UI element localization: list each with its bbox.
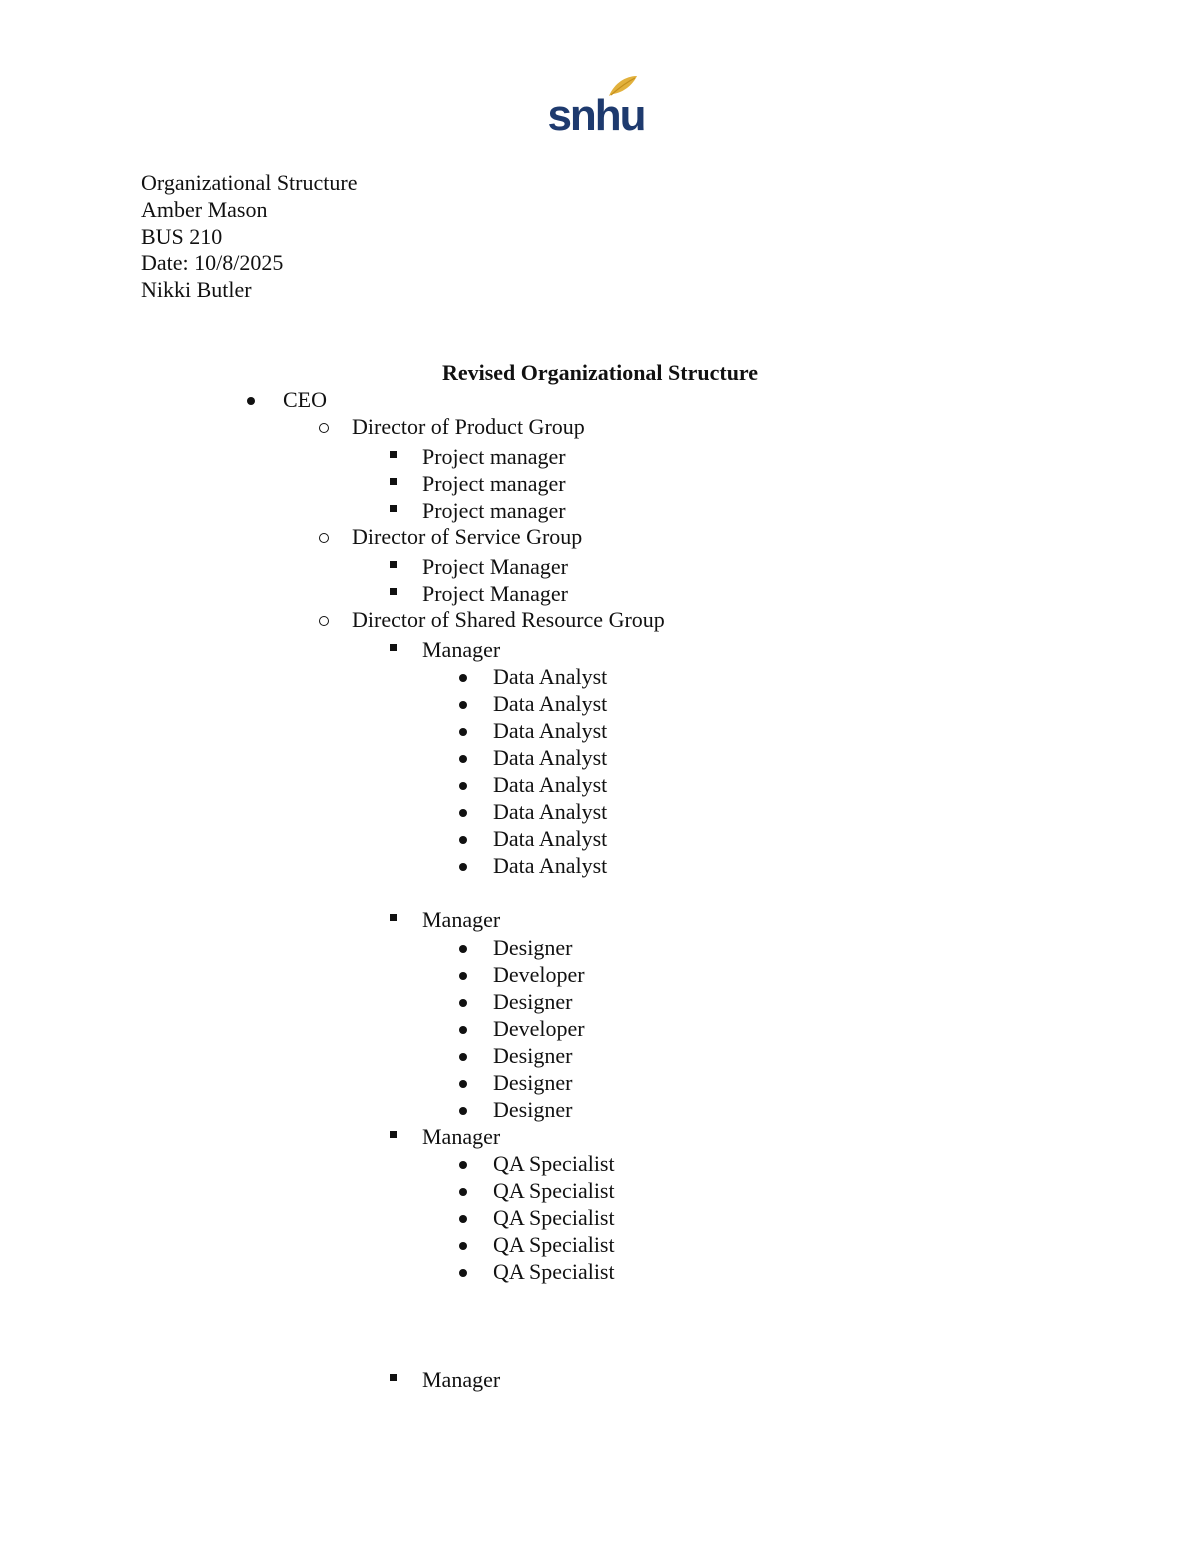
bullet-icon	[459, 972, 467, 980]
bullet-icon	[459, 1161, 467, 1169]
circle-bullet-icon	[319, 423, 329, 433]
circle-bullet-icon	[319, 616, 329, 626]
course-code: BUS 210	[141, 223, 223, 249]
leaf-icon	[547, 74, 645, 140]
bullet-icon	[459, 728, 467, 736]
bullet-icon	[459, 701, 467, 709]
bullet-icon	[459, 1269, 467, 1277]
bullet-icon	[459, 755, 467, 763]
bullet-icon	[459, 1188, 467, 1196]
bullet-icon	[459, 836, 467, 844]
square-bullet-icon	[390, 505, 397, 512]
square-bullet-icon	[390, 914, 397, 921]
bullet-icon	[459, 1026, 467, 1034]
bullet-icon	[459, 999, 467, 1007]
circle-bullet-icon	[319, 533, 329, 543]
date-line: Date: 10/8/2025	[141, 250, 284, 276]
doc-title-line: Organizational Structure	[141, 170, 358, 195]
square-bullet-icon	[390, 1374, 397, 1381]
square-bullet-icon	[390, 561, 397, 568]
logo-text: snhu	[547, 91, 645, 140]
square-bullet-icon	[390, 1131, 397, 1138]
bullet-icon	[459, 1215, 467, 1223]
bullet-icon	[459, 1242, 467, 1250]
page-title: Revised Organizational Structure	[441, 360, 759, 385]
bullet-icon	[459, 1053, 467, 1061]
snhu-logo	[547, 74, 645, 140]
bullet-icon	[459, 945, 467, 953]
bullet-icon	[459, 863, 467, 871]
instructor-name: Nikki Butler	[141, 277, 252, 303]
square-bullet-icon	[390, 478, 397, 485]
document-header	[141, 170, 357, 304]
square-bullet-icon	[390, 451, 397, 458]
square-bullet-icon	[390, 588, 397, 595]
bullet-icon	[459, 782, 467, 790]
bullet-icon	[247, 397, 255, 405]
bullet-icon	[459, 809, 467, 817]
bullet-icon	[459, 1107, 467, 1115]
square-bullet-icon	[390, 644, 397, 651]
bullet-icon	[459, 1080, 467, 1088]
bullet-icon	[459, 674, 467, 682]
author-name: Amber Mason	[141, 196, 268, 222]
